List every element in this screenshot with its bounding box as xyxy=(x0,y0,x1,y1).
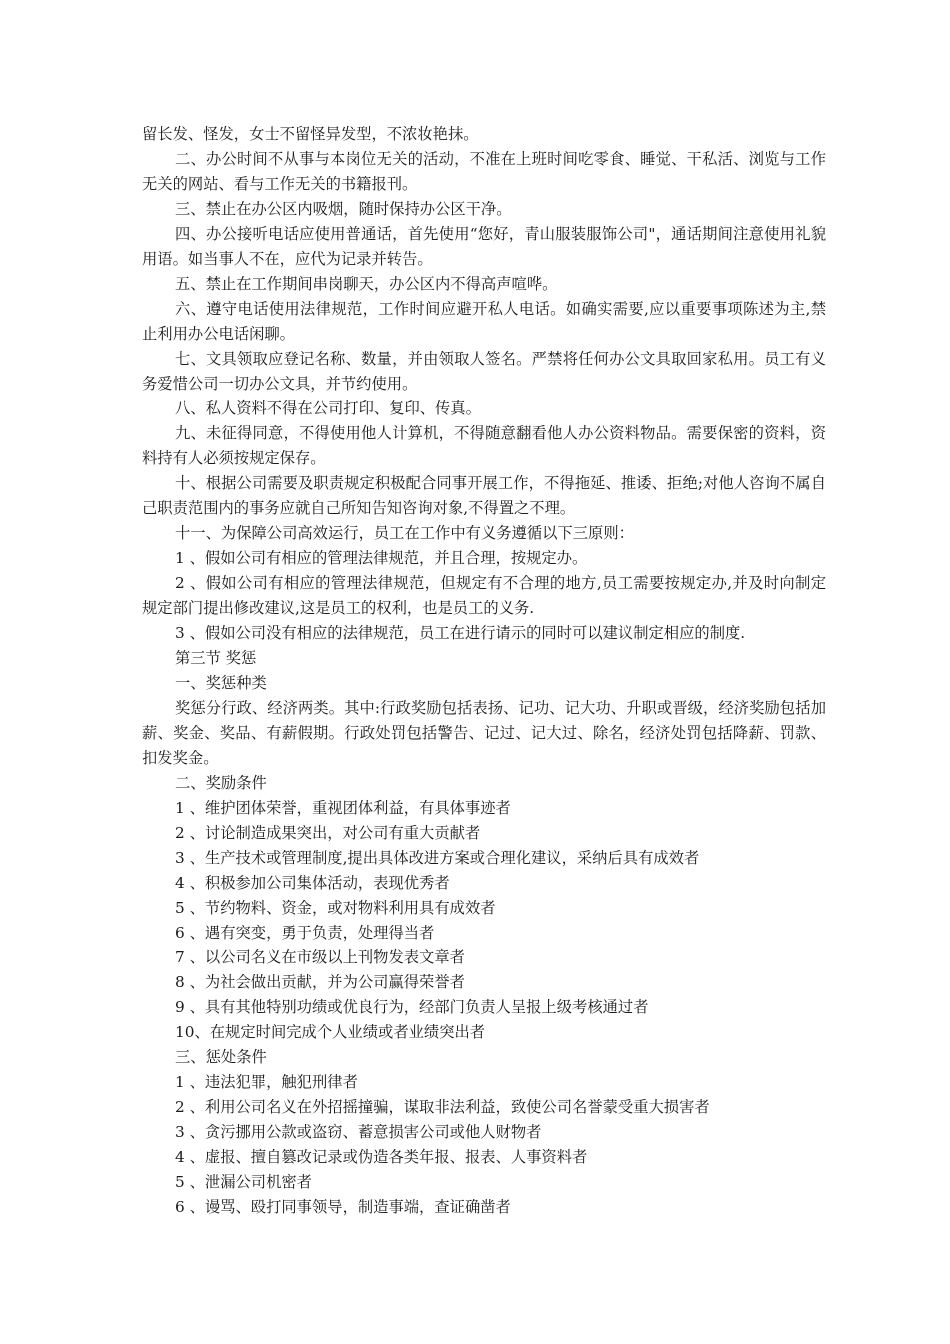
paragraph: 二、办公时间不从事与本岗位无关的活动，不准在上班时间吃零食、睡觉、干私活、浏览与工作无关的网站、看与工作无关的书籍报刊。 xyxy=(142,149,826,193)
list-item: 6 、谩骂、殴打同事领导，制造事端，查证确凿者 xyxy=(175,1197,511,1216)
paragraph: 奖惩分行政、经济两类。其中:行政奖励包括表扬、记功、记大功、升职或晋级，经济奖励包括加薪、奖金、奖品、有薪假期。行政处罚包括警告、记过、记大过、除名，经济处罚包括降薪、罚款、扣发奖金。 xyxy=(142,698,826,767)
list-item: 2 、利用公司名义在外招摇撞骗，谋取非法利益，致使公司名誉蒙受重大损害者 xyxy=(175,1098,710,1117)
list-item: 6 、遇有突变，勇于负责，处理得当者 xyxy=(175,923,435,942)
list-item: 1 、违法犯罪，触犯刑律者 xyxy=(175,1073,358,1092)
list-item: 2 、假如公司有相应的管理法律规范，但规定有不合理的地方,员工需要按规定办,并及时向制定规定部门提出修改建议,这是员工的权利，也是员工的义务. xyxy=(142,574,826,618)
section-heading: 第三节 奖惩 xyxy=(175,649,257,668)
list-item: 8 、为社会做出贡献，并为公司赢得荣誉者 xyxy=(175,973,465,992)
document-body xyxy=(142,122,826,1220)
paragraph: 九、未征得同意，不得使用他人计算机，不得随意翻看他人办公资料物品。需要保密的资料，资料持有人必须按规定保存。 xyxy=(142,424,826,468)
list-item: 5 、节约物料、资金，或对物料利用具有成效者 xyxy=(175,898,496,917)
list-item: 10、在规定时间完成个人业绩或者业绩突出者 xyxy=(175,1023,486,1042)
paragraph: 五、禁止在工作期间串岗聊天，办公区内不得高声喧哗。 xyxy=(175,274,558,293)
list-item: 1 、假如公司有相应的管理法律规范，并且合理，按规定办。 xyxy=(175,549,588,568)
subsection-heading: 一、奖惩种类 xyxy=(175,673,267,692)
paragraph: 七、文具领取应登记名称、数量，并由领取人签名。严禁将任何办公文具取回家私用。员工有义务爱惜公司一切办公文具，并节约使用。 xyxy=(142,349,826,393)
list-item: 3 、生产技术或管理制度,提出具体改进方案或合理化建议，采纳后具有成效者 xyxy=(175,848,700,867)
subsection-heading: 二、奖励条件 xyxy=(175,773,267,792)
list-item: 4 、积极参加公司集体活动，表现优秀者 xyxy=(175,873,450,892)
paragraph: 十一、为保障公司高效运行，员工在工作中有义务遵循以下三原则： xyxy=(175,524,634,543)
paragraph: 四、办公接听电话应使用普通话，首先使用“您好，青山服装服饰公司"，通话期间注意使用礼貌用语。如当事人不在，应代为记录并转告。 xyxy=(142,224,826,268)
list-item: 7 、以公司名义在市级以上刊物发表文章者 xyxy=(175,948,465,967)
list-item: 5 、泄漏公司机密者 xyxy=(175,1173,312,1192)
paragraph: 八、私人资料不得在公司打印、复印、传真。 xyxy=(175,399,481,418)
subsection-heading: 三、惩处条件 xyxy=(175,1048,267,1067)
paragraph: 十、根据公司需要及职责规定积极配合同事开展工作，不得拖延、推诿、拒绝;对他人咨询不属自己职责范围内的事务应就自己所知告知咨询对象,不得置之不理。 xyxy=(142,474,826,518)
list-item: 9 、具有其他特别功绩或优良行为，经部门负责人呈报上级考核通过者 xyxy=(175,998,649,1017)
paragraph: 留长发、怪发，女士不留怪异发型，不浓妆艳抹。 xyxy=(142,125,479,143)
paragraph: 三、禁止在办公区内吸烟，随时保持办公区干净。 xyxy=(175,199,512,218)
list-item: 3 、贪污挪用公款或盗窃、蓄意损害公司或他人财物者 xyxy=(175,1123,542,1142)
list-item: 4 、虚报、擅自篡改记录或伪造各类年报、报表、人事资料者 xyxy=(175,1148,588,1167)
list-item: 3 、假如公司没有相应的法律规范，员工在进行请示的同时可以建议制定相应的制度. xyxy=(175,624,746,643)
list-item: 1 、维护团体荣誉，重视团体利益，有具体事迹者 xyxy=(175,798,511,817)
list-item: 2 、讨论制造成果突出，对公司有重大贡献者 xyxy=(175,823,481,842)
paragraph: 六、遵守电话使用法律规范，工作时间应避开私人电话。如确实需要,应以重要事项陈述为主,禁止利用办公电话闲聊。 xyxy=(142,299,826,343)
